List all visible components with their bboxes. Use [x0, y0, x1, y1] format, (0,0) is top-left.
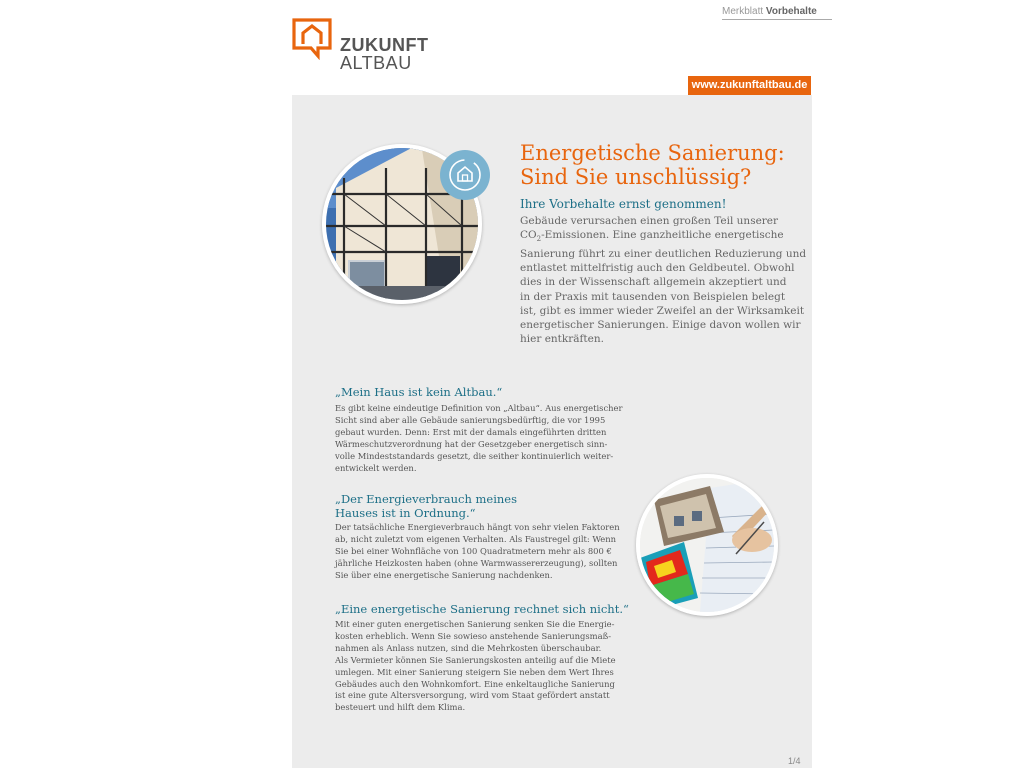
planning-documents-photo	[636, 474, 778, 616]
section-text-altbau: Es gibt keine eindeutige Definition von „Altbau“. Aus energetischer Sicht sind aber alle Gebäude sanierungsbedürftig, die vor 1995 gebaut wurden. Denn: Erst mit der damals eingeführten dritten Wärmeschutzverordnung hat der Gesetzgeber energetisch sinn- volle Mindeststandards gesetzt, die seither kontinuierlich weiter- entwickelt werden.	[335, 403, 623, 473]
section-heading-energieverbrauch: „Der Energieverbrauch meines Hauses ist in Ordnung.“	[335, 492, 518, 520]
logo-line-2: ALTBAU	[340, 53, 412, 73]
document-label: Merkblatt Vorbehalte	[722, 6, 832, 20]
section-text-rechnet-sich: Mit einer guten energetischen Sanierung senken Sie die Energie- kosten erheblich. Wenn Sie sowieso anstehende Sanierungsmaß- nahmen als Anlass nutzen, sind die Mehrkosten überschaubar. Als Vermieter können Sie Sanierungskosten anteilig auf die Miete umlegen. Mit einer Sanierung steigern Sie neben dem Wert Ihres Gebäudes auch den Wohnkomfort. Eine enkeltaugliche Sanierung ist eine gute Altersversorgung, wird vom Staat gefördert anstatt besteuert und hilft dem Klima.	[335, 619, 616, 713]
section-text-energieverbrauch: Der tatsächliche Energieverbrauch hängt von sehr vielen Faktoren ab, nicht zuletzt vom eigenen Verhalten. Als Faustregel gilt: Wenn Sie bei einer Wohnfläche von 100 Quadratmetern mehr als 800 € jährliche Heizkosten haben (ohne Warmwassererzeugung), sollten Sie über eine energetische Sanierung nachdenken.	[335, 522, 620, 580]
logo-line-1: ZUKUNFT	[340, 35, 429, 55]
website-url-badge[interactable]: www.zukunftaltbau.de	[688, 76, 811, 95]
intro-paragraph: Gebäude verursachen einen großen Teil unserer $CO_2$-Emissionen. Eine ganzheitliche energetische Sanierung führt zu einer deutlichen Reduzierung und entlastet mittelfristig auch den Geldbeutel. Obwohl dies in der Wissenschaft allgemein akzeptiert und in der Praxis mit tausenden von Beispielen belegt ist, gibt es immer wieder Zweifel an der Wirksamkeit energetischer Sanierungen. Einige davon wollen wir hier entkräften.	[520, 215, 807, 346]
subheading: Ihre Vorbehalte ernst genommen!	[520, 197, 727, 211]
page-number: 1/4	[788, 756, 801, 766]
section-heading-rechnet-sich: „Eine energetische Sanierung rechnet sich nicht.“	[335, 602, 629, 616]
page-title: Energetische Sanierung: Sind Sie unschlüssig?	[520, 141, 785, 189]
house-recycle-icon	[440, 150, 490, 200]
speech-bubble-house-icon	[292, 18, 338, 60]
section-heading-altbau: „Mein Haus ist kein Altbau.“	[335, 385, 503, 399]
